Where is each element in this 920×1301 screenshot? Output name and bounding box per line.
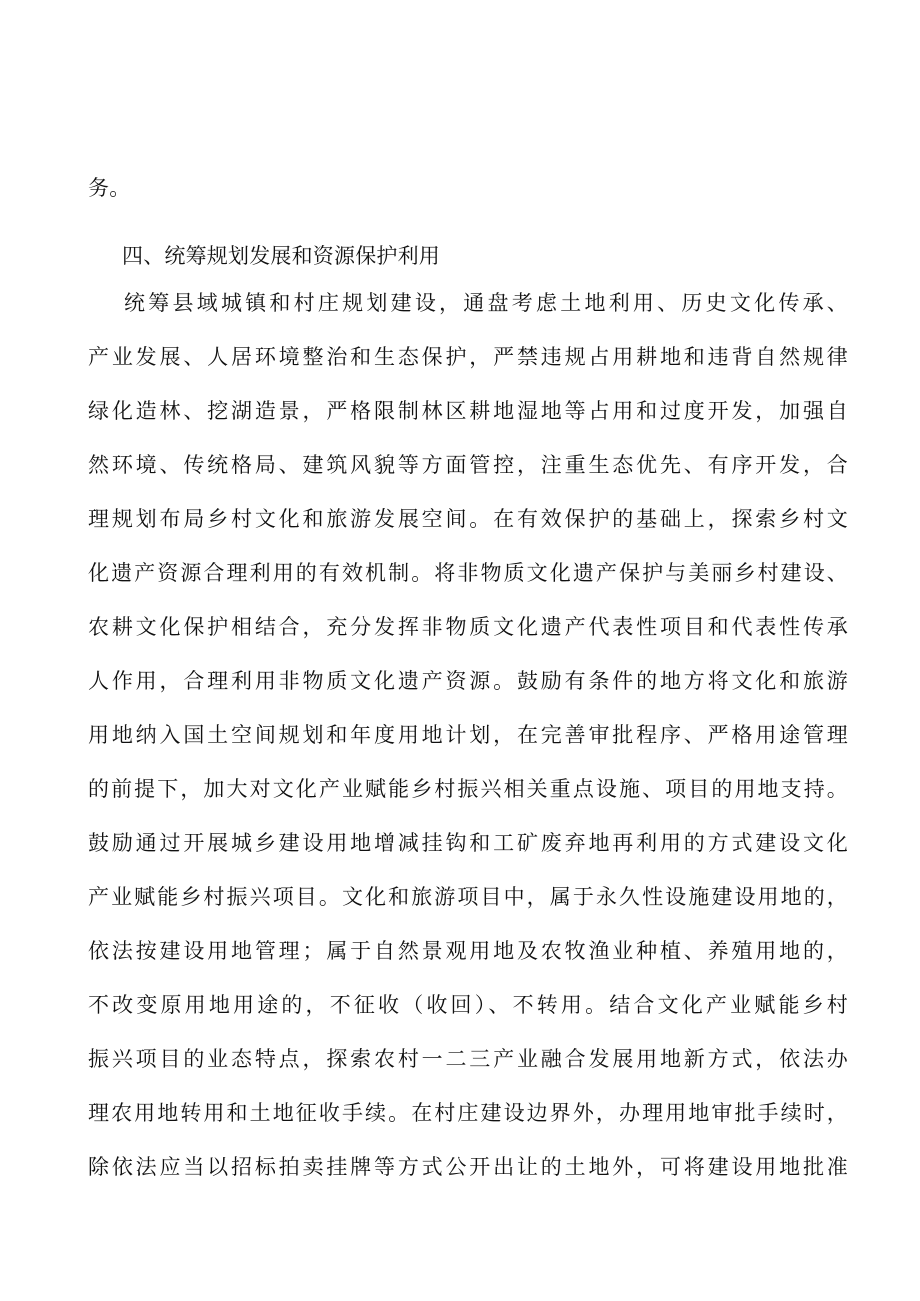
paragraph-line: 除依法应当以招标拍卖挂牌等方式公开出让的土地外，可将建设用地批准 — [88, 1155, 848, 1179]
paragraph-line: 绿化造林、挖湖造景，严格限制林区耕地湿地等占用和过度开发，加强自 — [88, 399, 848, 423]
section-heading: 四、统筹规划发展和资源保护利用 — [122, 244, 440, 268]
paragraph-line: 产业发展、人居环境整治和生态保护，严禁违规占用耕地和违背自然规律 — [88, 345, 848, 369]
paragraph-line: 依法按建设用地管理；属于自然景观用地及农牧渔业种植、养殖用地的， — [88, 939, 848, 963]
paragraph-line: 人作用，合理利用非物质文化遗产资源。鼓励有条件的地方将文化和旅游 — [88, 669, 848, 693]
paragraph-line: 统筹县域城镇和村庄规划建设，通盘考虑土地利用、历史文化传承、 — [124, 291, 848, 315]
paragraph-line: 然环境、传统格局、建筑风貌等方面管控，注重生态优先、有序开发，合 — [88, 453, 848, 477]
paragraph-line: 理规划布局乡村文化和旅游发展空间。在有效保护的基础上，探索乡村文 — [88, 507, 848, 531]
continuation-text: 务。 — [88, 176, 131, 200]
paragraph-line: 化遗产资源合理利用的有效机制。将非物质文化遗产保护与美丽乡村建设、 — [88, 561, 848, 585]
paragraph-line: 产业赋能乡村振兴项目。文化和旅游项目中，属于永久性设施建设用地的， — [88, 885, 848, 909]
paragraph-line: 理农用地转用和土地征收手续。在村庄建设边界外，办理用地审批手续时， — [88, 1101, 848, 1125]
paragraph-line: 鼓励通过开展城乡建设用地增减挂钩和工矿废弃地再利用的方式建设文化 — [88, 831, 848, 855]
paragraph-line: 振兴项目的业态特点，探索农村一二三产业融合发展用地新方式，依法办 — [88, 1047, 848, 1071]
paragraph-line: 不改变原用地用途的，不征收（收回）、不转用。结合文化产业赋能乡村 — [88, 993, 848, 1017]
paragraph-line: 的前提下，加大对文化产业赋能乡村振兴相关重点设施、项目的用地支持。 — [88, 777, 848, 801]
paragraph-line: 农耕文化保护相结合，充分发挥非物质文化遗产代表性项目和代表性传承 — [88, 615, 848, 639]
paragraph-line: 用地纳入国土空间规划和年度用地计划，在完善审批程序、严格用途管理 — [88, 723, 848, 747]
